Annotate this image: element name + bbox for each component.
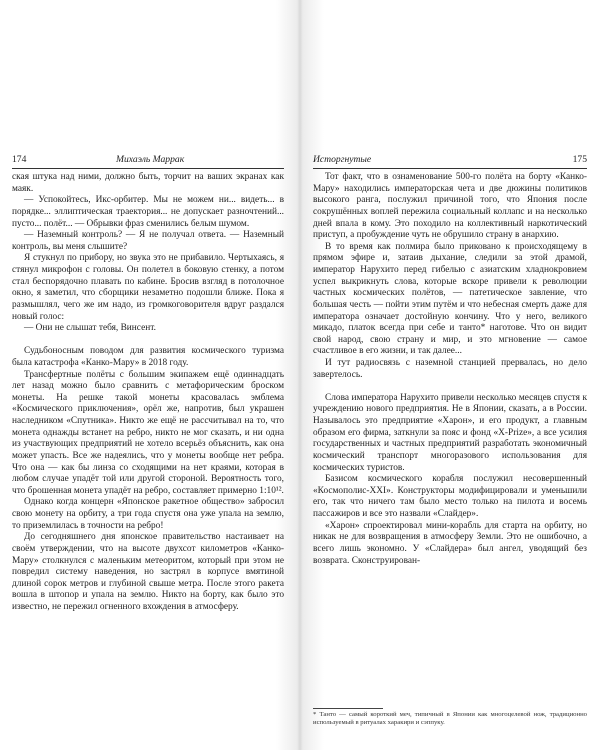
left-page-body: [12, 172, 284, 614]
paragraph: Слова императора Нарухито привели несколько месяцев спустя к учреждению нового предприятия. Не в Японии, сказать, а в России. Называлось это предприятие «Харон», и его продукт, а главным образом его фирма, заткнули за пояс и фонд «X-Prize», а все усилия государственных и частных предприятий разработать экономичный космический транспорт многоразового использования для космических туристов.: [313, 392, 587, 473]
paragraph: — Наземный контроль? — Я не получал ответа. — Наземный контроль, вы меня слышите?: [12, 230, 284, 252]
footnote: * Танто — самый короткий меч, типичный в Японии как многоцелевой нож, традиционно используемый в ритуалах харакири и сэппуку.: [313, 711, 587, 727]
left-running-head: [12, 153, 284, 167]
paragraph: ская штука над ними, должно быть, торчит на ваших экранах как маяк.: [12, 172, 284, 194]
right-page: [300, 0, 600, 750]
page-number: 175: [572, 154, 587, 165]
paragraph: В то время как полмира было прикованo к происходящему в прямом эфире и, затаив дыхание, следили за этой драмой, император Нарухито перед гибелью с азиатским хладнокровием успел выкрикнуть слова, которые вскоре привели к революции частных космических полётов, — патетическое завление, что большая честь — пойти этим путём и что небесная смерть даже для императора означает достойную кончину. Что у него, великого микадо, платок всегда при себе и танто* наготове. Что он видит свой народ, свою страну и мир, и это мгновение — самое счастливое в его жизни, и так далее...: [313, 241, 587, 357]
footnote-rule: [313, 708, 383, 709]
right-running-head: [313, 153, 587, 167]
paragraph: Однако когда концерн «Японское ракетное общество» забросил свою монету на орбиту, а три года спустя она уже упала на землю, то приземлилась в точности на ребро!: [12, 497, 284, 531]
paragraph: Я стукнул по прибору, но звука это не прибавило. Чертыхаясь, я стянул микрофон с головы. Он полетел в боковую стенку, а потом стал беспорядочно плавать по кабине. Бросив взгляд в потолочное окно, я заметил, что сборщики незаметно подошли ближе. Пока я размышлял, чего же им надо, из громкоговорителя вдруг раздался новый голос:: [12, 253, 284, 322]
right-page-body: [313, 172, 587, 567]
header-rule: [313, 168, 587, 169]
book-title: Исторгнутые: [313, 154, 372, 165]
paragraph: Базисом космического корабля послужил несовершенный «Космополис-XXI». Конструкторы модифицировали и уменьшили его, так что ничего там было место только на пилота и восемь пассажиров и все это назвали «Слайдер».: [313, 474, 587, 520]
paragraph: «Харон» спроектировал мини-корабль для старта на орбиту, но никак не для возвращения в атмосферу Земли. Это не ошибочно, а всего лишь экономно. У «Слайдера» был ангел, уводящий без возврата. Сконструирован-: [313, 520, 587, 566]
paragraph: До сегодняшнего дня японское правительство настаивает на своём утверждении, что на высоте двухсот километров «Канко-Мару» столкнулся с маленьким метеоритом, который при этом не повредил систему наведения, но застрял в корпусе вмятиной длиной сорок метров и глубиной свыше метра. После этого ракета вошла в штопор и упала на землю. Никто на борту, как было это известно, не пережил огненного вхождения в атмосферу.: [12, 532, 284, 613]
paragraph: — Они не слышат тебя, Винсент.: [24, 323, 156, 334]
author-name: Михаэль Маррак: [116, 154, 185, 165]
page-number: 174: [12, 154, 27, 165]
header-rule: [12, 168, 284, 169]
paragraph: Тот факт, что в ознаменование 500-го полёта на борту «Канко-Мару» находились императорская чета и две дюжины политиков высокого ранга, послужил причиной того, что Япония после сокрушённых воплей пережила социальный коллапс и на несколько дней впала в кому. Это походило на коллективный наркотический приступ, а пробуждение чуть не обрушило страну в анархию.: [313, 172, 587, 241]
paragraph: Судьбоносным поводом для развития космического туризма была катастрофа «Канко-Мару» в 2018 году.: [12, 346, 284, 368]
paragraph: — Успокойтесь, Икс-орбитер. Мы не можем ни... видеть... в порядке... эллиптическая траектория... не допускает разночтений... пусто... полёт... — Обрывки фраз сменились белым шумом.: [12, 195, 284, 229]
paragraph: Трансфертные полёты с большим экипажем ещё одиннадцать лет назад можно было сравнить с метафорическим броском монеты. На решке такой монеты красовалась эмблема «Космического приключения», орёл же, напротив, был украшен наследником «Спутника». Никто же ещё не рассчитывал на то, что монета однажды встанет на ребро, никто не мог сказать, и ни одна из участвующих предприятий не хотело всерьёз объяснить, как она может упасть. Все же надеялись, что у монеты вообще нет ребра. Что она — как бы линза со сходящими на нет краями, которая в любом случае упадёт той или другой стороной. Вероятность того, что брошенная монета упадёт на ребро, составляет примерно 1:10¹².: [12, 369, 284, 496]
paragraph: И тут радиосвязь с наземной станцией прервалась, но дело завертелось.: [313, 358, 587, 380]
